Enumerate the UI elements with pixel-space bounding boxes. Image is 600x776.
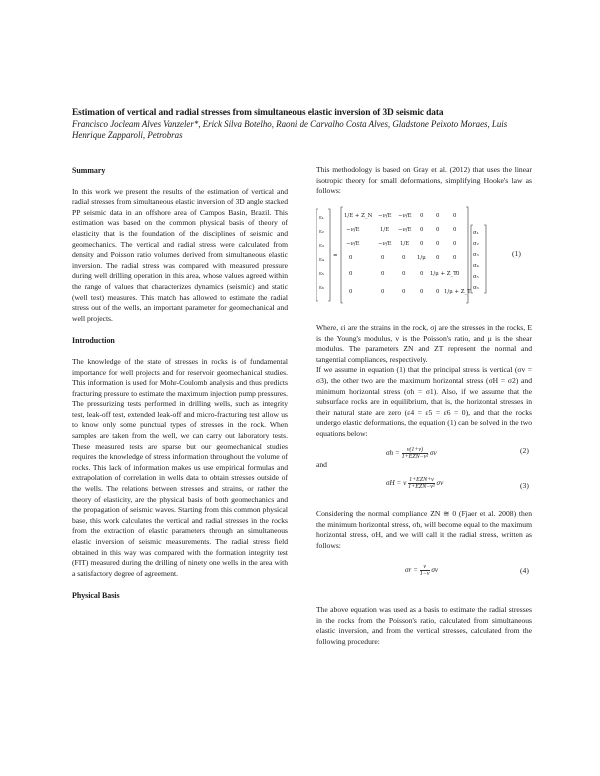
equation-3: σH = ν 1+EZN+ν 1+EZN−ν² σv bbox=[386, 477, 444, 490]
svg-text:0: 0 bbox=[436, 241, 440, 247]
assumption-text: If we assume in equation (1) that the principal stress is vertical (σv = σ3), the other two are the maximum horizontal stress (σH = σ2) and minimum horizontal stress (σh = σ1). Also, if we assume that the subsurface rocks are in equilibrium, that is, the horizontal stresses in their natural state are zero (ε4 = ε5 = ε6 = 0), and that the rocks undergo elastic deformations, the equation (1) can be solved in the two equations below: bbox=[316, 365, 532, 438]
svg-text:0: 0 bbox=[453, 255, 457, 261]
svg-text:0: 0 bbox=[402, 289, 406, 295]
svg-text:0: 0 bbox=[436, 289, 440, 295]
svg-text:ε₅: ε₅ bbox=[319, 271, 324, 277]
svg-text:0: 0 bbox=[420, 241, 424, 247]
paper-title: Estimation of vertical and radial stresses from simultaneous elastic inversion of 3D seismic data bbox=[72, 108, 444, 118]
equation-1-number: (1) bbox=[512, 249, 521, 258]
svg-text:1/μ: 1/μ bbox=[417, 255, 426, 261]
svg-text:σ₂: σ₂ bbox=[473, 241, 479, 247]
svg-text:σ₄: σ₄ bbox=[473, 263, 479, 269]
svg-text:−ν/E: −ν/E bbox=[398, 213, 412, 219]
svg-text:−ν/E: −ν/E bbox=[346, 241, 360, 247]
svg-text:0: 0 bbox=[420, 271, 424, 277]
physical-basis-heading: Physical Basis bbox=[72, 591, 120, 601]
svg-text:ε₂: ε₂ bbox=[319, 229, 324, 235]
svg-text:0: 0 bbox=[453, 241, 457, 247]
equation-2: σh = ν(1+ν) 1+EZN−ν² σv bbox=[386, 447, 437, 460]
hookes-law-matrix bbox=[316, 205, 506, 305]
svg-text:−ν/E: −ν/E bbox=[378, 241, 392, 247]
equation-4: σr = $\frac{\nu}{1-\nu}$ σv bbox=[405, 564, 439, 577]
svg-text:ε₃: ε₃ bbox=[319, 243, 324, 249]
svg-text:1/E + Z_N: 1/E + Z_N bbox=[344, 213, 373, 219]
equation-3-number: (3) bbox=[520, 481, 529, 490]
svg-text:ε₁: ε₁ bbox=[319, 215, 324, 221]
author-list: Francisco Jocleam Alves Vanzeler*, Erick Silva Botelho, Raoni de Carvalho Costa Alves, Gladstone Peixoto Moraes, Luis Henrique Zapparoli, Petrobras bbox=[72, 119, 508, 141]
left-column bbox=[72, 166, 288, 602]
final-text: The above equation was used as a basis to estimate the radial stresses in the rocks from the Poisson's ratio, calculated from simultaneous elastic inversion, and from the vertical stresses, calculated from the following procedure: bbox=[316, 605, 532, 646]
equation-2-number: (2) bbox=[520, 446, 529, 455]
svg-text:=: = bbox=[333, 253, 338, 259]
svg-text:−ν/E: −ν/E bbox=[398, 227, 412, 233]
svg-text:0: 0 bbox=[381, 289, 385, 295]
introduction-text: The knowledge of the state of stresses in rocks is of fundamental importance for well projects and for reservoir geomechanical studies. This information is used for Mohr-Coulomb analysis and thus predicts fracturing pressure to estimate the maximum injection pump pressures. The pressurizing tests performed in drilling wells, such as integrity test, leak-off test, extended leak-off and micro-fracturing test allow us to know only some punctual types of stresses in the rock. When samples are taken from the well, we can carry out laboratory tests. These measured tests are sparse but our geomechanical studies requires the knowledge of stress information throughout the volume of rocks. This lack of information makes us use empirical formulas and extrapolation of correlation in wells data to obtain stresses outside of the wells. The relations between stresses and strains, or rather the theory of elasticity, are the physical basis of both geomechanics and the propagation of seismic waves. Starting from this common physical base, this work calculates the vertical and radial stresses in the rocks from the extraction of elastic parameters through an simultaneous elastic inversion of seismic measurements. The radial stress field obtained in this way was compared with the formation integrity test (FIT) measured during the drilling of ninety one wells in the area with a satisfactory degree of agreement. bbox=[72, 356, 288, 578]
svg-text:0: 0 bbox=[453, 227, 457, 233]
svg-text:0: 0 bbox=[436, 255, 440, 261]
svg-text:0: 0 bbox=[402, 271, 406, 277]
svg-text:0: 0 bbox=[436, 227, 440, 233]
svg-text:1/μ + Z_T: 1/μ + Z_T bbox=[444, 289, 471, 295]
svg-text:−ν/E: −ν/E bbox=[378, 213, 392, 219]
svg-text:ε₄: ε₄ bbox=[319, 257, 324, 263]
svg-text:0: 0 bbox=[349, 289, 353, 295]
and-text: and bbox=[316, 460, 327, 469]
equation-4-number: (4) bbox=[520, 566, 529, 575]
svg-text:0: 0 bbox=[453, 213, 457, 219]
svg-text:0: 0 bbox=[402, 255, 406, 261]
svg-text:0: 0 bbox=[456, 271, 460, 277]
svg-text:0: 0 bbox=[349, 271, 353, 277]
summary-text: In this work we present the results of the estimation of vertical and radial stresses from simultaneous elastic inversion of 3D angle stacked PP seismic data in an offshore area of Campos Basin, Brazil. This estimation was based on the common physical basis of theory of elasticity that is the foundation of the disciplines of seismic and geomechanics. The vertical and radial stress were calculated from density and Poisson ratio volumes derived from simultaneous elastic inversion. The radial stress was compared with measured pressure during well drilling operation in this area, whose values agreed within the range of values that characterizes dynamics (seismic) and static (well test) measures. This match has allowed to estimate the radial stress out of the wells, an important parameter for geomechanical and well projects. bbox=[72, 186, 288, 323]
svg-text:1/E: 1/E bbox=[400, 241, 410, 247]
introduction-heading: Introduction bbox=[72, 336, 115, 346]
svg-text:0: 0 bbox=[436, 213, 440, 219]
svg-text:0: 0 bbox=[420, 213, 424, 219]
summary-heading: Summary bbox=[72, 166, 106, 175]
svg-text:0: 0 bbox=[420, 227, 424, 233]
svg-text:−ν/E: −ν/E bbox=[346, 227, 360, 233]
svg-text:0: 0 bbox=[381, 271, 385, 277]
svg-text:0: 0 bbox=[349, 255, 353, 261]
svg-text:σ₆: σ₆ bbox=[473, 285, 479, 291]
svg-text:ε₆: ε₆ bbox=[319, 285, 324, 291]
svg-text:1/μ + Z_T: 1/μ + Z_T bbox=[430, 271, 457, 277]
where-text: Where, εi are the strains in the rock, σj are the stresses in the rocks, E is the Young's modulus, ν is the Poisson's ratio, and μ is the shear modulus. The parameters ZN and ZT represent the normal and tangential compliances, respectively. bbox=[316, 323, 532, 364]
svg-text:σ₁: σ₁ bbox=[473, 230, 479, 236]
svg-text:σ₃: σ₃ bbox=[473, 252, 479, 258]
svg-text:1/E: 1/E bbox=[380, 227, 390, 233]
svg-text:0: 0 bbox=[420, 289, 424, 295]
svg-text:σ₅: σ₅ bbox=[473, 274, 479, 280]
right-column-body bbox=[316, 323, 532, 440]
considering-text: Considering the normal compliance ZN ≅ 0 (Fjaer et al. 2008) then the minimum horizontal stress, σh, will become equal to the maximum horizontal stress, σH, and we will call it the radial stress, written as follows: bbox=[316, 509, 532, 550]
svg-text:0: 0 bbox=[381, 255, 385, 261]
right-intro-text: This methodology is based on Gray et al. (2012) that uses the linear isotropic theory for small deformations, simplifying Hooke's law as follows: bbox=[316, 165, 532, 196]
